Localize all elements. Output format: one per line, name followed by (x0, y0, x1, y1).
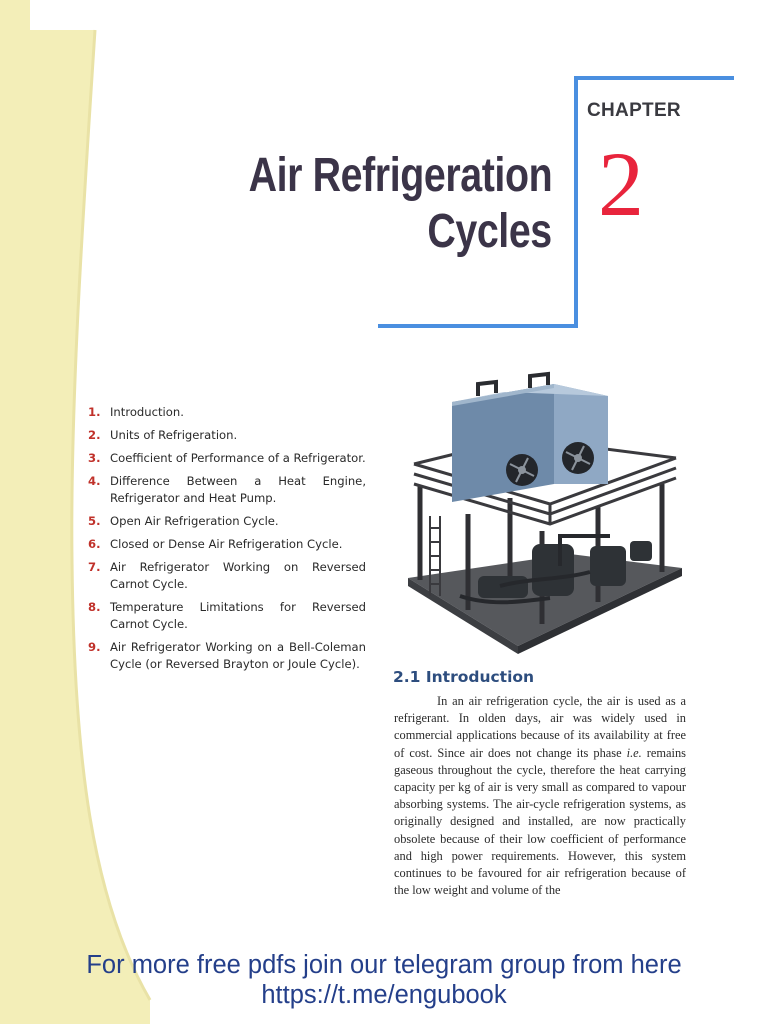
chapter-number: 2 (598, 133, 644, 235)
toc-item-number: 3. (88, 451, 101, 465)
toc-item (88, 599, 366, 633)
toc-item-number: 7. (88, 560, 101, 574)
toc-item-number: 4. (88, 474, 101, 488)
toc-item-text: Closed or Dense Air Refrigeration Cycle. (110, 537, 343, 551)
toc-item (88, 559, 366, 593)
toc-item-text: Air Refrigerator Working on a Bell-Coleman Cycle (or Reversed Brayton or Joule Cycle). (110, 640, 366, 671)
toc-item-text: Temperature Limitations for Reversed Carnot Cycle. (110, 600, 366, 631)
toc-item (88, 427, 366, 444)
toc-item-text: Open Air Refrigeration Cycle. (110, 514, 279, 528)
toc-item-text: Units of Refrigeration. (110, 428, 238, 442)
chapter-contents-list (88, 404, 366, 679)
toc-item (88, 639, 366, 673)
toc-item (88, 513, 366, 530)
toc-item (88, 404, 366, 421)
footer-link[interactable]: https://t.me/engubook (261, 981, 507, 1009)
toc-item-number: 8. (88, 600, 101, 614)
toc-item-text: Air Refrigerator Working on Reversed Carnot Cycle. (110, 560, 366, 591)
chapter-title-line-2: Cycles (427, 205, 552, 258)
chapter-label: CHAPTER (587, 100, 681, 121)
chapter-title-line-1: Air Refrigeration (248, 149, 552, 202)
footer-promo-line: For more free pdfs join our telegram group from here (86, 951, 682, 979)
toc-item-number: 9. (88, 640, 101, 654)
refrigeration-unit-illustration (400, 366, 690, 656)
toc-item-text: Introduction. (110, 405, 184, 419)
toc-item-number: 5. (88, 514, 101, 528)
toc-item-text: Difference Between a Heat Engine, Refrigerator and Heat Pump. (110, 474, 366, 505)
toc-item-text: Coefficient of Performance of a Refrigerator. (110, 451, 366, 465)
footer-promo (0, 950, 768, 1010)
chapter-frame-top (574, 76, 734, 80)
toc-item-number: 1. (88, 405, 101, 419)
toc-item (88, 450, 366, 467)
section-heading: 2.1 Introduction (393, 668, 535, 686)
toc-item-number: 2. (88, 428, 101, 442)
toc-item (88, 536, 366, 553)
toc-item-number: 6. (88, 537, 101, 551)
section-body-text: In an air refrigeration cycle, the air is used as a refrigerant. In olden days, air was widely used in commercial applications because of its availability at free of cost. Since air does not change its phase i.e. remains gaseous throughout the cycle, therefore the heat carrying capacity per kg of air is very small as compared to vapour absorbing systems. The air-cycle refrigeration systems, as originally designed and installed, are now practically obsolete because of their low coefficient of performance and high power requirements. However, this system continues to be favoured for air refrigeration because of the low weight and volume of the (394, 694, 686, 898)
italic-ie: i.e. (626, 745, 642, 760)
toc-item (88, 473, 366, 507)
